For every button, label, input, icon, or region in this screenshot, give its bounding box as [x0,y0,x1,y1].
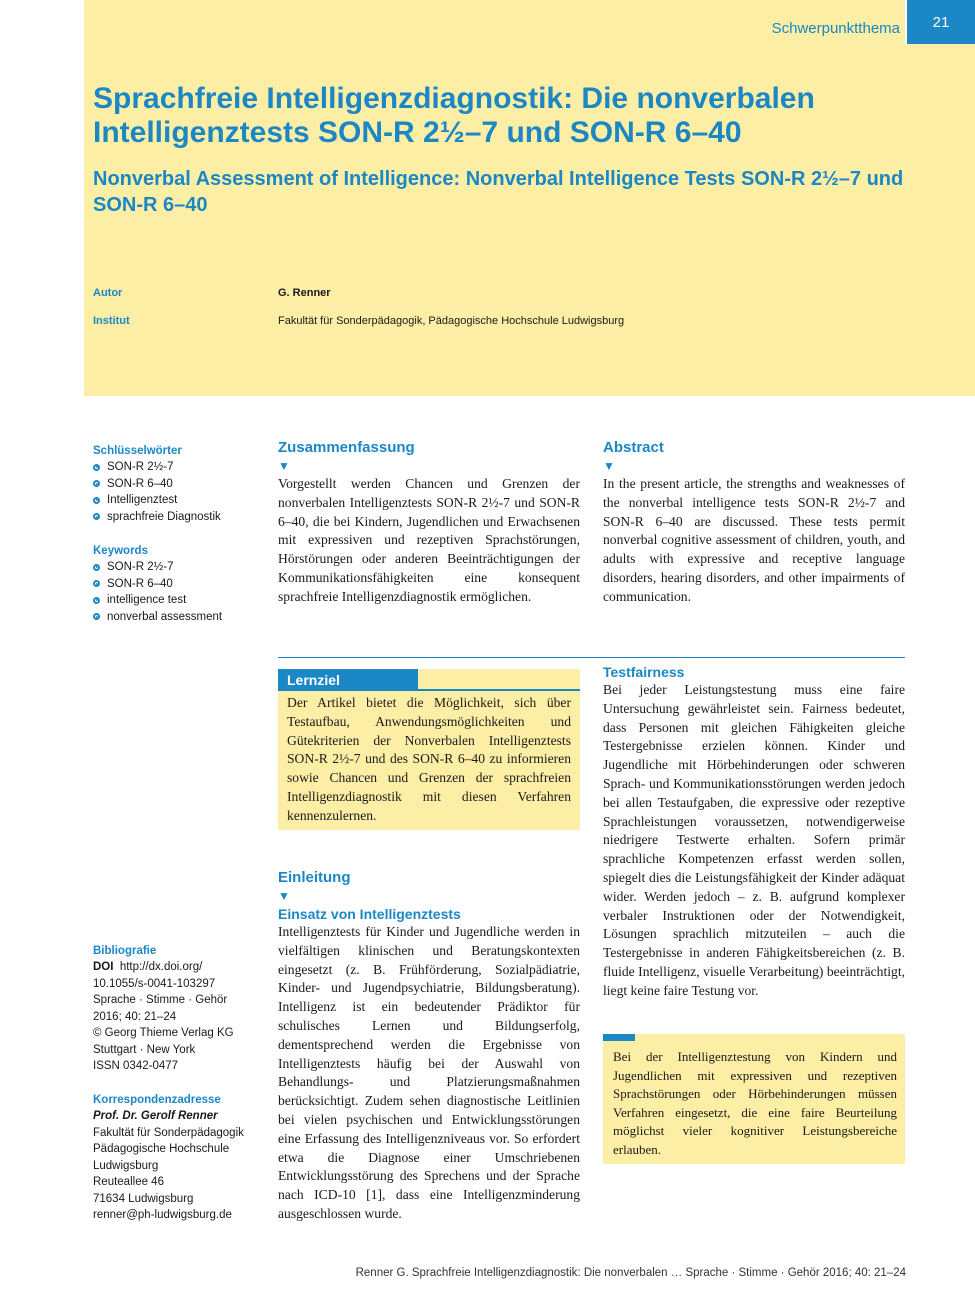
highlight-box-marker [603,1034,635,1041]
einleitung-heading: Einleitung [278,869,351,886]
zusammenfassung-section [278,439,580,607]
lernziel-rule [418,689,580,691]
page-number: 21 [907,0,975,44]
bullet-icon [93,564,100,571]
email-link[interactable]: renner@ph-ludwigsburg.de [93,1209,232,1221]
einleitung-text: Intelligenztests für Kinder und Jugendliche werden in vielfältigen klinischen und Beratungskontexten eingesetzt (z. B. Frühförderung, Sozialpädiatrie, Kinder- und Jugendpsychiatrie, Bildungsberatung). Intelligenz ist ein bedeutender Prädiktor für schulisches Lernen und Bildungserfolg, dementsprechend werden die Ergebnisse von Intelligenztests häufig bei der Auswahl von Behandlungs- und Platzierungsmaßnahmen berücksichtigt. Zudem sehen diagnostische Leitlinien bei vielen psychischen und Entwicklungsstörungen eine Erfassung des Intelligenzniveaus vor. So erfordert etwa die Diagnose einer Umschriebenen Entwicklungsstörung des Sprechens und der Sprache nach ICD-10 [1], dass eine Intelligenzminderung ausgeschlossen wurde. [278,924,580,1221]
highlight-box [603,1034,905,1164]
doi-url: http://dx.doi.org/ [119,961,203,973]
address-line: 71634 Ludwigsburg [93,1192,194,1205]
testfairness-text: Bei jeder Leistungstestung muss eine faire Untersuchung gewährleistet sein. Fairness bedeutet, dass Personen mit gleichen Fähigkeiten gleiche Testergebnisse erzielen können. Kinder und Jugendliche mit Hörbehinderungen oder schweren Sprach- und Kommunikationsstörungen werden jedoch bei allen Testaufgaben, die expressive oder rezeptive Sprachleistungen voraussetzen, notwendigerweise niedrigere Testwerte erhalten. Sofern primär sprachliche Kompetenzen erfasst werden sollen, spiegelt dies die Leistungsfähigkeit der Kinder adäquat wider. Werden jedoch – z. B. aufgrund komplexer verbaler Instruktionen oder der Notwendigkeit, Lösungen sprachlich mitzuteilen – auch die Testergebnisse in anderen Fähigkeitsbereichen (z. B. fluide Intelligenz, visuelle Verarbeitung) beeinträchtigt, liegt keine faire Testung vor. [603,682,905,998]
bullet-icon [93,580,100,587]
address-line: Fakultät für Sonderpädagogik [93,1126,244,1139]
testfairness-heading: Testfairness [603,664,685,680]
bullet-icon [93,480,100,487]
bullet-icon [93,464,100,471]
lernziel-heading: Lernziel [278,669,418,691]
einleitung-subheading: Einsatz von Intelligenztests [278,906,461,922]
highlight-box-text: Bei der Intelligenztestung von Kindern und Jugendlichen mit expressiven und rezeptiven Sprachstörungen oder Hörbehinderungen müssen Verfahren eingesetzt, die eine faire Beurteilung möglichst vieler kognitiver Leistungsbereiche erlauben. [613,1049,897,1157]
institute-name: Fakultät für Sonderpädagogik, Pädagogische Hochschule Ludwigsburg [278,315,625,327]
zusammenfassung-text: Vorgestellt werden Chancen und Grenzen der nonverbalen Intelligenztests SON-R 2½-7 und SON-R 6–40, die bei Kindern, Jugendlichen und Erwachsenen mit expressiven und rezeptiven Sprachstörungen, Hörstörungen oder anderen Beeinträchtigungen der Kommunikationsfähigkeiten eine konsequent sprachfreie Intelligenzdiagnostik ermöglichen. [278,476,580,604]
keywords-de-heading: Schlüsselwörter [93,445,182,457]
author-label: Autor [93,287,123,299]
article-title: Sprachfreie Intelligenzdiagnostik: Die nonverbalen Intelligenztests SON-R 2½–7 und SON-R 6–40 [93,82,815,149]
journal-issue: 2016; 40: 21–24 [93,1010,177,1023]
bullet-icon [93,613,100,620]
bullet-icon [93,513,100,520]
lernziel-text: Der Artikel bietet die Möglichkeit, sich über Testaufbau, Anwendungsmöglichkeiten und Gütekriterien der Nonverbalen Intelligenztests SON-R 2½-7 und des SON-R 6–40 zu informieren sowie Chancen und Grenzen der sprachfreien Intelligenzdiagnostik mit diesen Verfahren kennenzulernen. [287,695,571,823]
keyword-item: SON-R 6–40 [93,476,263,493]
journal-name: Sprache · Stimme · Gehör [93,994,228,1006]
author-name: G. Renner [278,287,331,299]
correspondent-name: Prof. Dr. Gerolf Renner [93,1110,218,1122]
triangle-down-icon: ▼ [278,459,290,473]
publisher: © Georg Thieme Verlag KG [93,1027,234,1039]
triangle-down-icon: ▼ [603,459,615,473]
publisher-location: Stuttgart · New York [93,1043,196,1056]
address-line: Reuteallee 46 [93,1176,164,1188]
issn: ISSN 0342-0477 [93,1060,179,1072]
section-label: Schwerpunktthema [771,20,900,37]
keyword-item: Intelligenztest [93,492,263,509]
korrespondenz-heading: Korrespondenzadresse [93,1094,221,1106]
section-divider [278,657,905,658]
keyword-item: SON-R 2½-7 [93,459,263,476]
bibliografie-block [93,945,268,1075]
article-subtitle: Nonverbal Assessment of Intelligence: Nonverbal Intelligence Tests SON-R 2½–7 und SON-R 6–40 [93,168,904,216]
keyword-item: SON-R 2½-7 [93,559,263,576]
keywords-de-block [93,445,263,525]
bullet-icon [93,497,100,504]
korrespondenz-block [93,1094,268,1224]
address-line: Ludwigsburg [93,1159,159,1172]
zusammenfassung-heading: Zusammenfassung [278,439,415,456]
doi-label: DOI [93,961,114,973]
keyword-item: nonverbal assessment [93,609,263,626]
abstract-section [603,439,905,607]
bibliografie-heading: Bibliografie [93,945,157,957]
keyword-item: intelligence test [93,592,263,609]
abstract-text: In the present article, the strengths and weaknesses of the nonverbal intelligence tests SON-R 2½-7 and SON-R 6–40 are discussed. These tests permit nonverbal cognitive assessment of children, youth, and adults with expressive and receptive language disorders, hearing disorders, and other impairments of communication. [603,476,905,604]
lernziel-box [278,669,580,830]
page-footer: Renner G. Sprachfreie Intelligenzdiagnostik: Die nonverbalen … Sprache · Stimme · Gehör 2016; 40: 21–24 [355,1267,906,1279]
einleitung-section [278,869,580,1224]
institute-label: Institut [93,315,130,327]
keywords-en-heading: Keywords [93,545,148,557]
abstract-heading: Abstract [603,439,664,456]
triangle-down-icon: ▼ [278,889,290,903]
keyword-item: sprachfreie Diagnostik [93,509,263,526]
bullet-icon [93,597,100,604]
address-line: Pädagogische Hochschule [93,1143,230,1155]
doi-number: 10.1055/s-0041-103297 [93,977,216,990]
testfairness-section [603,663,905,1001]
keyword-item: SON-R 6–40 [93,576,263,593]
keywords-en-block [93,545,263,625]
